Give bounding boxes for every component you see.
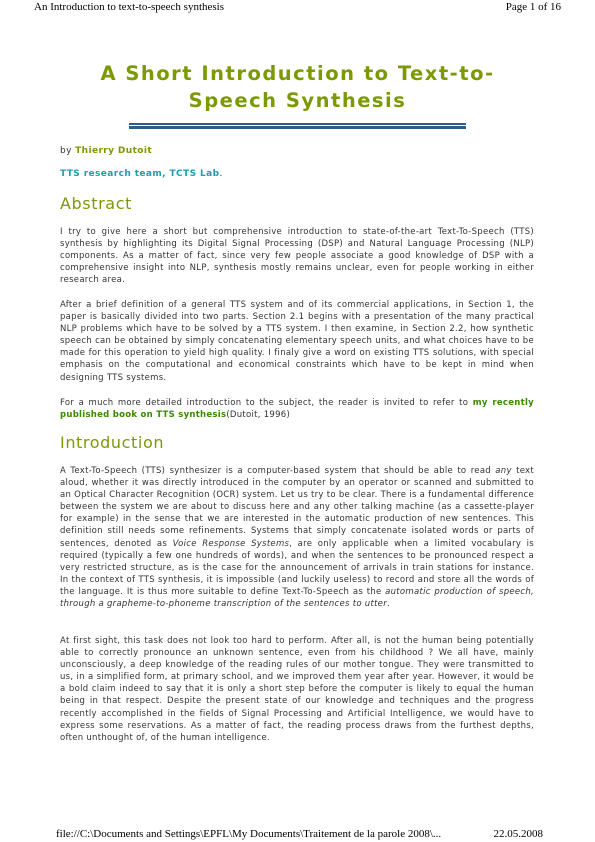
footer-file-path: file://C:\Documents and Settings\EPFL\My Documents\Traitement de la parole 2008\... [56, 828, 442, 840]
affiliation-link[interactable]: TTS research team, TCTS Lab [60, 169, 220, 179]
intro-p1-emphasis-definition: automatic production of speech, through a grapheme-to-phoneme transcription of the sentences to utter [60, 586, 535, 610]
intro-p1-emphasis-any: any [495, 466, 512, 476]
affiliation [60, 169, 223, 179]
affiliation-suffix: . [219, 169, 223, 179]
byline [60, 146, 152, 156]
abstract-paragraph-1: I try to give here a short but comprehensive introduction to state-of-the-art Text-To-Speech (TTS) synthesis by highlighting its Digital Signal Processing (DSP) and Natural Language Processing (NLP) components. As a matter of fact, since very few people associate a good knowledge of DSP with a comprehensive insight into NLP, synthesis mostly remains unclear, even for people working in either research area. [60, 227, 534, 286]
introduction-paragraph-1 [60, 465, 534, 610]
intro-p1-text-a: A Text-To-Speech (TTS) synthesizer is a computer-based system that should be able to read [60, 466, 496, 476]
document-title: A Short Introduction to Text-to-Speech Synthesis [100, 62, 495, 112]
introduction-paragraph-2: At first sight, this task does not look too hard to perform. After all, is not the human being potentially able to correctly pronounce an unknown sentence, even from his childhood ? We all have, mainly unconsciously, a deep knowledge of the reading rules of our mother tongue. They were transmitted to us, in a simplified form, at primary school, and we improved them year after year. However, it would be a bold claim indeed to say that it is only a short step before the computer is likely to equal the human being in that respect. Despite the present state of our knowledge and techniques and the progress recently accomplished in the fields of Signal Processing and Artificial Intelligence, we would have to express some reservations. As a matter of fact, the reading process draws from the furthest depths, often unthought of, of the human intelligence. [60, 636, 534, 743]
abstract-paragraph-2: After a brief definition of a general TTS system and of its commercial applications, in Section 1, the paper is basically divided into two parts. Section 2.1 begins with a presentation of the many practical NLP problems which have to be solved by a TTS system. I then examine, in Section 2.2, how synthetic speech can be obtained by simply concatenating elementary speech units, and what choices have to be made for this operation to yield high quality. I finaly give a word on existing TTS solutions, with special emphasis on the computational and economical constraints which have to be kept in mind when designing TTS systems. [60, 300, 534, 383]
abstract-p3-citation: (Dutoit, 1996) [226, 410, 291, 421]
book-link[interactable]: my recently published book on TTS synthesis [60, 398, 534, 421]
title-divider [129, 123, 466, 130]
abstract-p3-text: For a much more detailed introduction to the subject, the reader is invited to refer to [60, 398, 473, 408]
intro-p1-text-b: text aloud, whether it was directly introduced in the computer by an operator or scanned and submitted to an Optical Character Recognition (OCR) system. Let us try to be clear. There is a fundamental difference between the system we are about to discuss here and any other talking machine (as a cassette-player for example) in the sense that we are interested in the automatic production of new sentences. This definition still needs some refinements. Systems that simply concatenate isolated words or parts of sentences, denoted as [60, 466, 534, 549]
intro-p1-text-d: . [386, 599, 390, 610]
intro-p1-emphasis-vrs: Voice Response Systems [172, 538, 290, 549]
abstract-heading: Abstract [60, 194, 132, 213]
header-page-title: An Introduction to text-to-speech synthesis [34, 1, 225, 13]
print-header [34, 1, 561, 15]
byline-prefix: by [60, 146, 76, 156]
footer-date: 22.05.2008 [493, 828, 543, 840]
intro-p1-text-c: , are only applicable when a limited vocabulary is required (typically a few one hundreds of words), and when the sentences to be pronounced respect a very restricted structure, as is the case for the announcement of arrivals in train stations for instance. In the context of TTS synthesis, it is impossible (and luckily useless) to record and store all the words of the language. It is thus more suitable to define Text-To-Speech as the [60, 538, 534, 597]
author-name: Thierry Dutoit [75, 146, 153, 156]
introduction-heading: Introduction [60, 433, 165, 452]
print-footer [56, 828, 543, 842]
header-page-number: Page 1 of 16 [505, 1, 561, 13]
abstract-paragraph-3 [60, 397, 534, 421]
